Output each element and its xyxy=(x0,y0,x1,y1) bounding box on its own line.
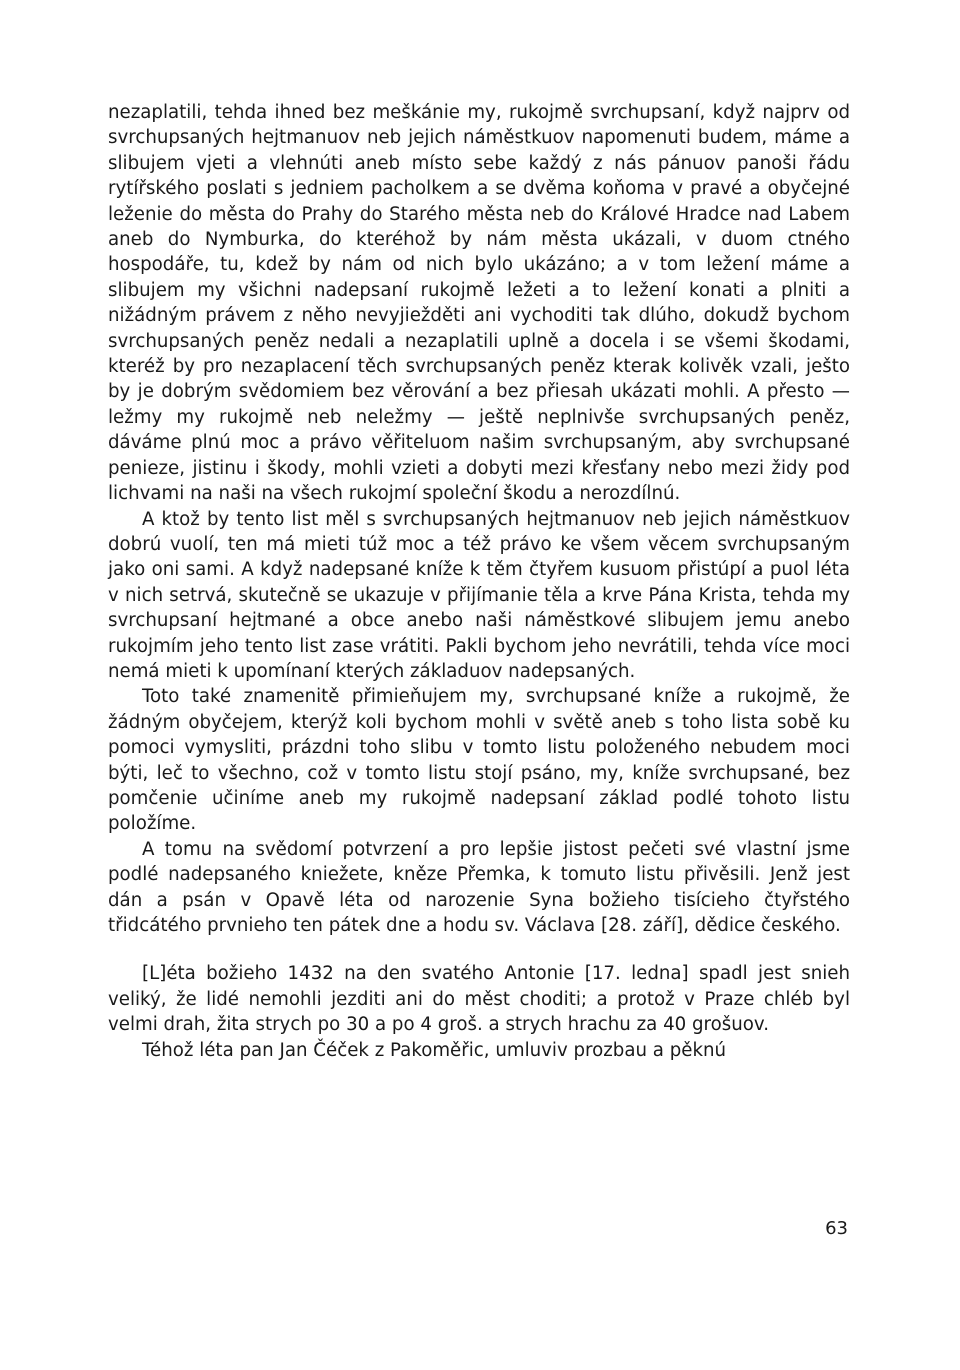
paragraph-3: Toto také znamenitě přimieňujem my, svrchupsané kníže a rukojmě, že žádným obyčejem, kterýž koli bychom mohli v světě aneb s toho lista sobě ku pomoci vymysliti, prázdni toho slibu v tomto listu položeného nebudem moci býti, leč to všechno, což v tomto listu stojí psáno, my, kníže svrchupsané, bez pomčenie učiníme aneb my rukojmě nadepsaní základ podlé tohoto listu položíme. xyxy=(108,686,850,835)
paragraph-1: nezaplatili, tehda ihned bez meškánie my, rukojmě svrchupsaní, když najprv od svrchupsaných hejtmanuov neb jejich náměstkuov napomenuti budem, máme a slibujem vjeti a vlehnúti aneb místo sebe každý z nás pánuov panoši řádu rytířského poslati s jedniem pacholkem a se dvěma koňoma v pravé a obyčejné leženie do města do Prahy do Starého města neb do Králové Hradce nad Labem aneb do Nymburka, do kteréhož by nám města ukázali, v duom ctného hospodáře, tu, kdež by nám od nich bylo ukázáno; a v tom ležení máme a slibujem my všichni nadepsaní rukojmě ležeti a to ležení konati a plniti a nižádným právem z něho nevyjiežděti ani vychoditi tak dlúho, dokudž bychom svrchupsaných peněz nedali a nezaplatili uplně a docela i se všemi škodami, kteréž by pro nezaplacení těch svrchupsaných peněz kterak kolivěk vzali, ješto by je dobrým svědomiem bez věrování a bez přiesah ukázati mohli. A přesto — ležmy my rukojmě neb neležmy — ještě neplnivše svrchupsaných peněz, dáváme plnú moc a právo věřiteluom našim svrchupsaným, aby svrchupsané penieze, jistinu i škody, mohli vzieti a dobyti mezi křesťany nebo mezi židy pod lichvami na naši na všech rukojmí společní škodu a nerozdílnú. xyxy=(108,102,850,505)
paragraph-5: [L]éta božieho 1432 na den svatého Antonie [17. ledna] spadl jest snieh veliký, že lidé nemohli jezditi ani do měst choditi; a protož v Praze chléb byl velmi drah, žita strych po 30 a po 4 groš. a strych hrachu za 40 grošuov. xyxy=(108,963,850,1036)
page-body xyxy=(108,100,850,1063)
paragraph-2: A ktož by tento list měl s svrchupsaných hejtmanuov neb jejich náměstkuov dobrú vuolí, ten má mieti túž moc a též právo ke všem věcem svrchupsaným jako oni sami. A když nadepsané kníže k těm čtyřem kusuom přistúpí a puol léta v nich setrvá, skutečně se ukazuje v přijímanie těla a krve Pána Krista, tehda my svrchupsaní hejtmané a obce anebo naši náměstkové slibujem jemu anebo rukojmím jeho tento list zase vrátiti. Pakli bychom jeho nevrátili, tehda více moci nemá mieti k upomínaní kterých základuov nadepsaných. xyxy=(108,508,850,682)
paragraph-4: A tomu na svědomí potvrzení a pro lepšie jistost pečeti své vlastní jsme podlé nadepsaného kniežete, kněze Přemka, k tomuto listu přivěsili. Jenž jest dán a psán v Opavě léta od narozenie Syna božieho tisícieho čtyřstého třidcátého prvnieho ten pátek dne a hodu sv. Václava [28. září], dědice českého. xyxy=(108,838,850,936)
page-number: 63 xyxy=(825,1218,848,1239)
paragraph-6: Téhož léta pan Jan Čéček z Pakoměřic, umluviv prozbau a pěknú xyxy=(142,1039,727,1061)
